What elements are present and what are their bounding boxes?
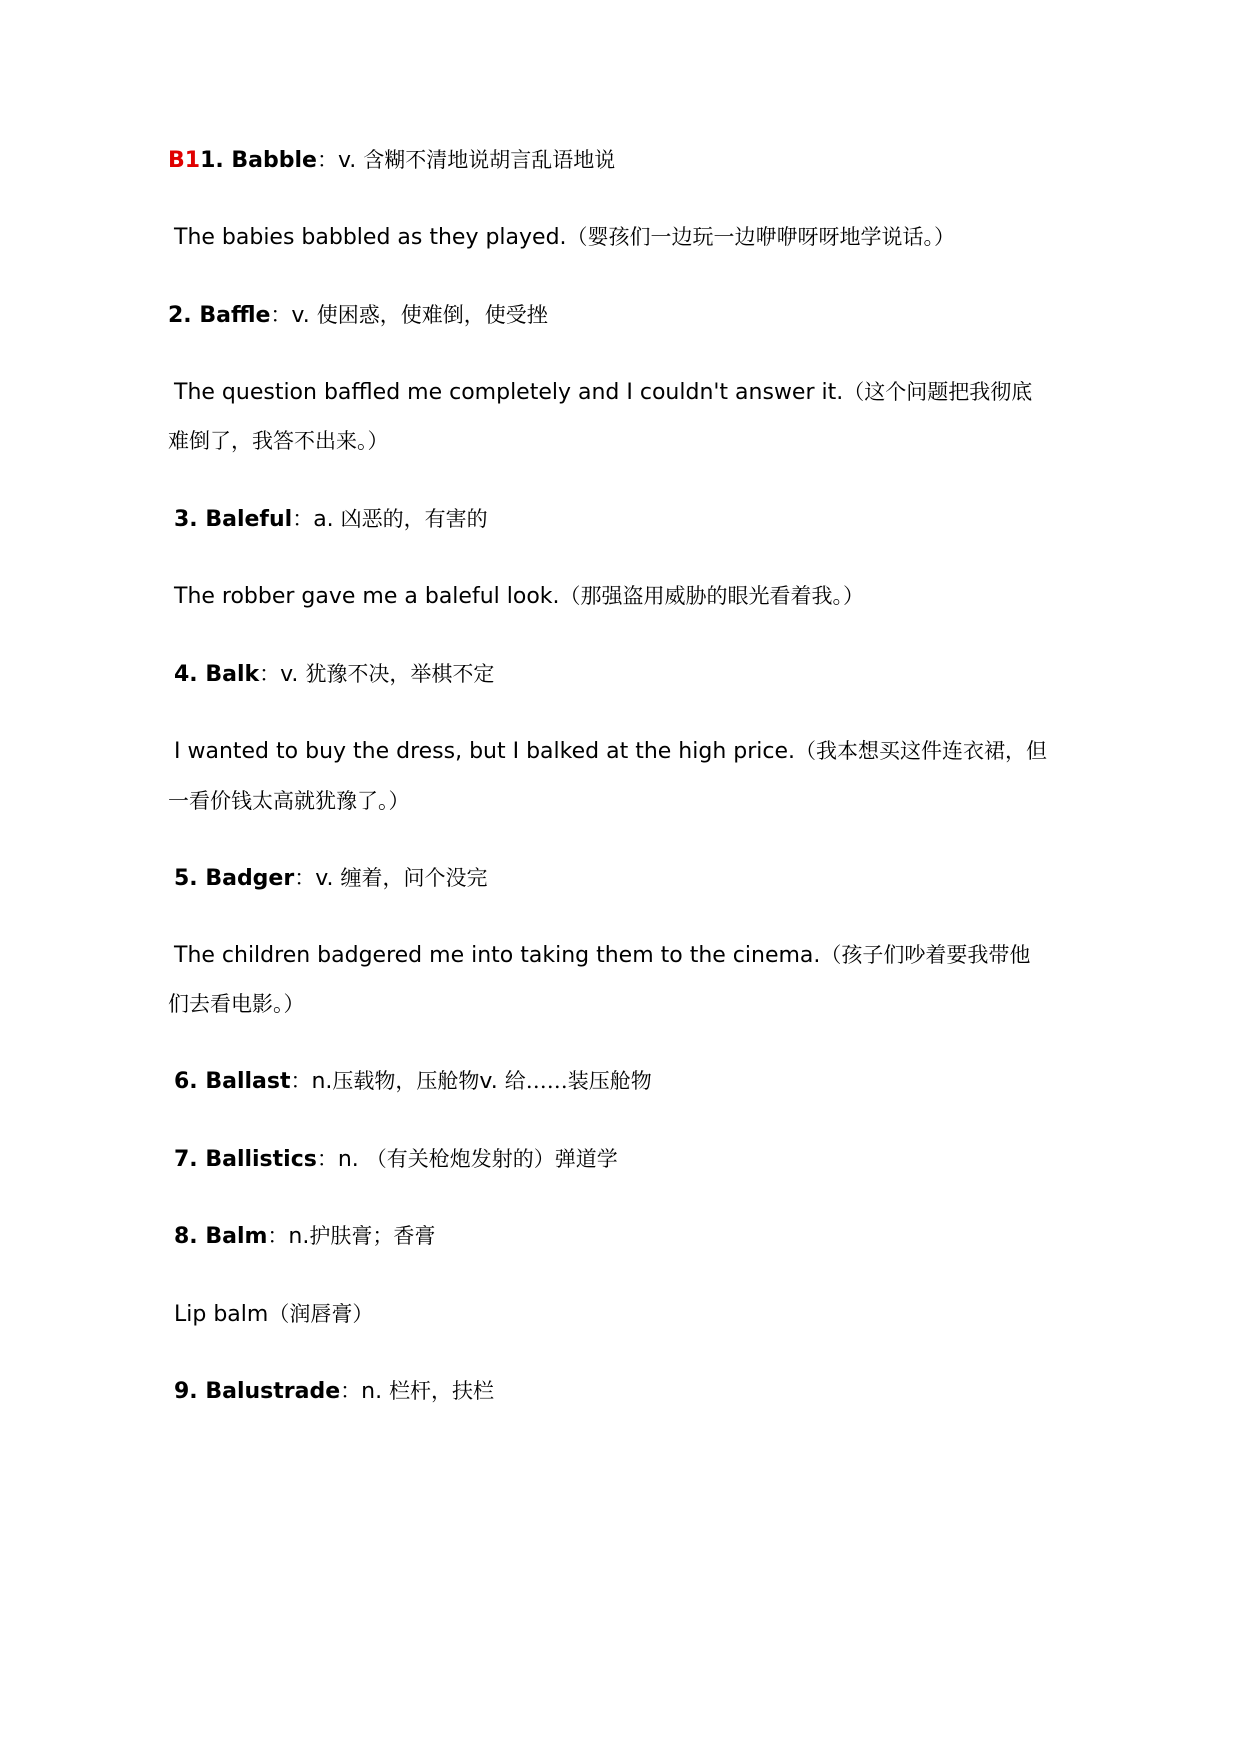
entry-7-separator: ： [316, 1147, 338, 1171]
entry-8-headword-line [174, 1222, 435, 1251]
entry-2-meaning: 使困惑，使难倒，使受挫 [316, 303, 548, 327]
entry-5-example-en: The children badgered me into taking them to the cinema. [174, 943, 821, 968]
entry-8-example [174, 1300, 373, 1329]
entry-5-example-zh-cont: 们去看电影。） [168, 992, 305, 1016]
entry-4-example-continued [168, 787, 410, 816]
entry-1-example [174, 223, 955, 252]
entry-4-headword: 4. Balk [174, 662, 260, 687]
entry-6-headword-line [174, 1067, 652, 1096]
entry-4-example-zh-cont: 一看价钱太高就犹豫了。） [168, 789, 410, 813]
entry-3-example-en: The robber gave me a baleful look. [174, 584, 560, 609]
entry-2-example-zh-cont: 难倒了，我答不出来。） [168, 429, 389, 453]
entry-2-separator: ： [270, 303, 292, 327]
entry-2-pos: v. [291, 303, 310, 328]
entry-8-example-en: Lip balm [174, 1302, 269, 1327]
entry-1-separator: ： [316, 148, 338, 172]
entry-9-meaning: 栏杆，扶栏 [389, 1379, 495, 1403]
entry-1-meaning: 含糊不清地说胡言乱语地说 [363, 148, 616, 172]
entry-5-headword-line [174, 864, 488, 893]
entry-6-meaning-2: 给……装压舱物 [504, 1069, 652, 1093]
entry-9-headword: 9. Balustrade [174, 1379, 341, 1404]
entry-5-separator: ： [294, 866, 316, 890]
entry-3-headword: 3. Baleful [174, 507, 293, 532]
entry-3-separator: ： [292, 507, 314, 531]
entry-4-headword-line [174, 660, 494, 689]
entry-7-headword-line [174, 1145, 618, 1174]
entry-5-pos: v. [315, 866, 334, 891]
entry-8-headword: 8. Balm [174, 1224, 268, 1249]
entry-5-meaning: 缠着，问个没完 [340, 866, 488, 890]
entry-1-example-en: The babies babbled as they played. [174, 225, 567, 250]
entry-1-headword-line [168, 146, 615, 175]
entry-8-pos: n. [288, 1224, 310, 1249]
entry-8-meaning: 护肤膏；香膏 [309, 1224, 436, 1248]
entry-3-headword-line [174, 505, 488, 534]
entry-7-meaning: （有关枪炮发射的）弹道学 [365, 1147, 618, 1171]
entry-4-pos: v. [280, 662, 299, 687]
entry-7-pos: n. [337, 1147, 359, 1172]
entry-4-example-en: I wanted to buy the dress, but I balked at the high price. [174, 739, 796, 764]
entry-6-pos-2: v. [479, 1069, 498, 1094]
entry-9-pos: n. [361, 1379, 383, 1404]
entry-8-separator: ： [267, 1224, 289, 1248]
entry-2-example-en: The question baffled me completely and I couldn't answer it. [174, 380, 844, 405]
entry-2-headword-line [168, 301, 548, 330]
entry-6-pos: n. [311, 1069, 333, 1094]
entry-4-separator: ： [259, 662, 281, 686]
entry-6-separator: ： [290, 1069, 312, 1093]
entry-6-meaning: 压载物，压舱物 [332, 1069, 480, 1093]
entry-5-example-zh: （孩子们吵着要我带他 [820, 943, 1031, 967]
entry-1-example-zh: （婴孩们一边玩一边咿咿呀呀地学说话。） [566, 225, 956, 249]
entry-5-example [174, 941, 1030, 970]
section-tag: B1 [168, 148, 201, 173]
entry-5-example-continued [168, 990, 305, 1019]
entry-9-separator: ： [340, 1379, 362, 1403]
entry-3-example [174, 582, 864, 611]
entry-1-pos: v. [337, 148, 357, 173]
entry-9-headword-line [174, 1377, 494, 1406]
entry-3-pos: a. [313, 507, 334, 532]
entry-8-example-zh: （润唇膏） [268, 1302, 374, 1326]
entry-5-headword: 5. Badger [174, 866, 295, 891]
entry-2-example-zh: （这个问题把我彻底 [843, 380, 1033, 404]
entry-6-headword: 6. Ballast [174, 1069, 291, 1094]
entry-1-headword: 1. Babble [200, 148, 317, 173]
entry-3-example-zh: （那强盗用威胁的眼光看着我。） [559, 584, 865, 608]
entry-2-example [174, 378, 1032, 407]
entry-2-example-continued [168, 427, 389, 456]
entry-2-headword: 2. Baffle [168, 303, 271, 328]
entry-4-example [174, 737, 1047, 766]
entry-4-meaning: 犹豫不决，举棋不定 [305, 662, 495, 686]
entry-3-meaning: 凶恶的，有害的 [340, 507, 488, 531]
entry-4-example-zh: （我本想买这件连衣裙，但 [795, 739, 1048, 763]
entry-7-headword: 7. Ballistics [174, 1147, 317, 1172]
